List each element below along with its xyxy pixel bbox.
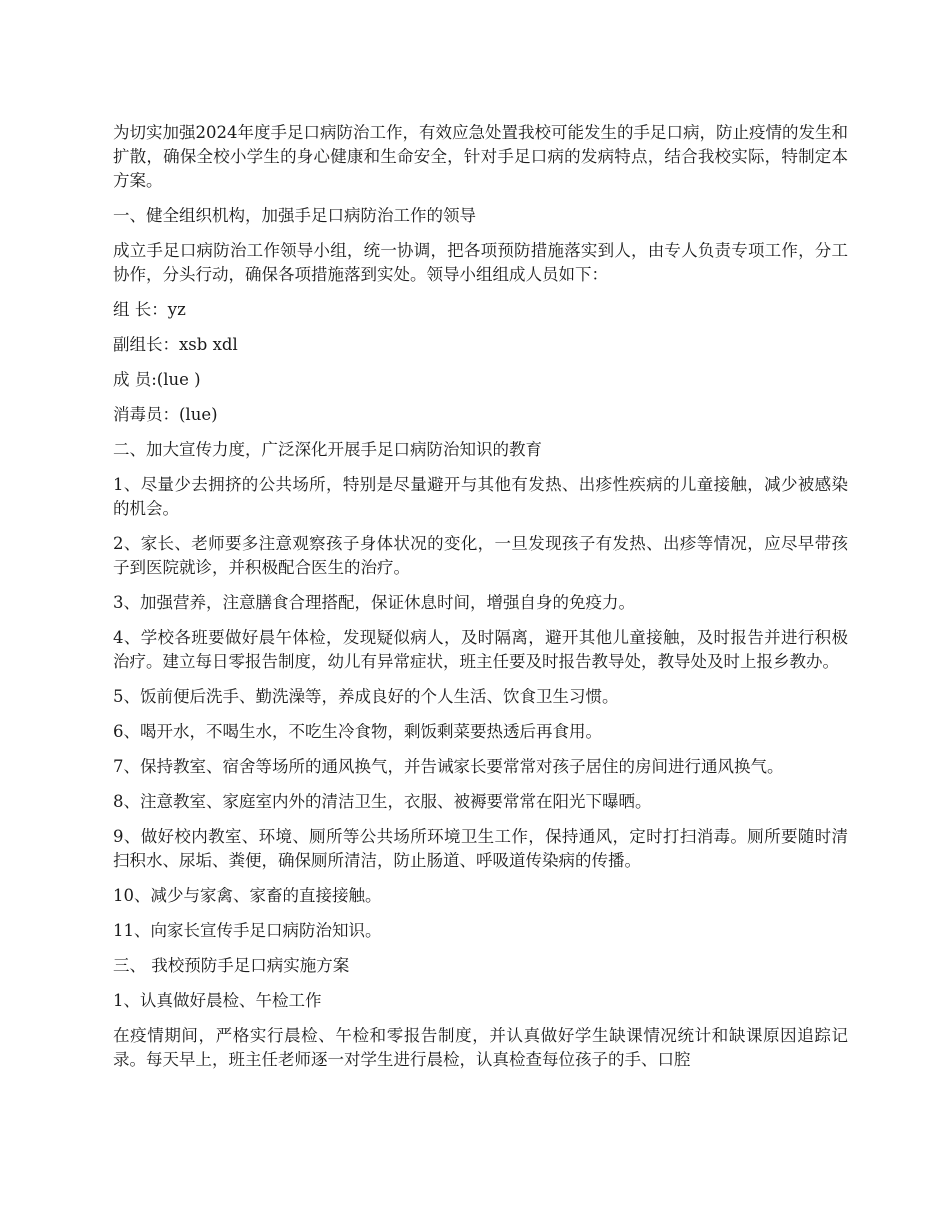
paragraph-inspection: 在疫情期间，严格实行晨检、午检和零报告制度，并认真做好学生缺课情况统计和缺课原因追踪记录。每天早上，班主任老师逐一对学生进行晨检，认真检查每位孩子的手、口腔 (113, 1026, 848, 1069)
list-item-3: 3、加强营养，注意膳食合理搭配，保证休息时间，增强自身的免疫力。 (113, 593, 635, 612)
list-item-1: 1、尽量少去拥挤的公共场所，特别是尽量避开与其他有发热、出疹性疾病的儿童接触，减少被感染的机会。 (113, 475, 848, 518)
section-heading-3: 三、 我校预防手足口病实施方案 (113, 956, 350, 975)
paragraph-leadership-group: 成立手足口病防治工作领导小组，统一协调，把各项预防措施落实到人，由专人负责专项工作，分工协作，分头行动，确保各项措施落到实处。领导小组组成人员如下： (113, 241, 848, 284)
document-body (113, 121, 848, 1083)
section-heading-2: 二、加大宣传力度，广泛深化开展手足口病防治知识的教育 (113, 440, 542, 459)
list-item-10: 10、减少与家禽、家畜的直接接触。 (113, 886, 382, 905)
member-leader: 组 长：yz (113, 300, 186, 319)
member-members: 成 员:(lue ) (113, 370, 201, 389)
list-item-5: 5、饭前便后洗手、勤洗澡等，养成良好的个人生活、饮食卫生习惯。 (113, 687, 619, 706)
member-deputy-leader: 副组长：xsb xdl (113, 335, 238, 354)
list-item-7: 7、保持教室、宿舍等场所的通风换气，并告诫家长要常常对孩子居住的房间进行通风换气。 (113, 757, 784, 776)
list-item-2: 2、家长、老师要多注意观察孩子身体状况的变化，一旦发现孩子有发热、出疹等情况，应尽早带孩子到医院就诊，并积极配合医生的治疗。 (113, 534, 848, 577)
intro-paragraph: 为切实加强2024年度手足口病防治工作，有效应急处置我校可能发生的手足口病，防止疫情的发生和扩散，确保全校小学生的身心健康和生命安全，针对手足口病的发病特点，结合我校实际，特制定本方案。 (113, 123, 848, 190)
list-item-6: 6、喝开水，不喝生水，不吃生冷食物，剩饭剩菜要热透后再食用。 (113, 722, 602, 741)
list-item-11: 11、向家长宣传手足口病防治知识。 (113, 921, 382, 940)
list-item-8: 8、注意教室、家庭室内外的清洁卫生，衣服、被褥要常常在阳光下曝晒。 (113, 792, 652, 811)
subsection-heading-1: 1、认真做好晨检、午检工作 (113, 991, 322, 1010)
member-disinfector: 消毒员：(lue) (113, 405, 218, 424)
list-item-4: 4、学校各班要做好晨午体检，发现疑似病人，及时隔离，避开其他儿童接触，及时报告并进行积极治疗。建立每日零报告制度，幼儿有异常症状，班主任要及时报告教导处，教导处及时上报乡教办。 (113, 628, 848, 671)
section-heading-1: 一、健全组织机构，加强手足口病防治工作的领导 (113, 206, 476, 225)
list-item-9: 9、做好校内教室、环境、厕所等公共场所环境卫生工作，保持通风，定时打扫消毒。厕所要随时清扫积水、尿垢、粪便，确保厕所清洁，防止肠道、呼吸道传染病的传播。 (113, 827, 848, 870)
